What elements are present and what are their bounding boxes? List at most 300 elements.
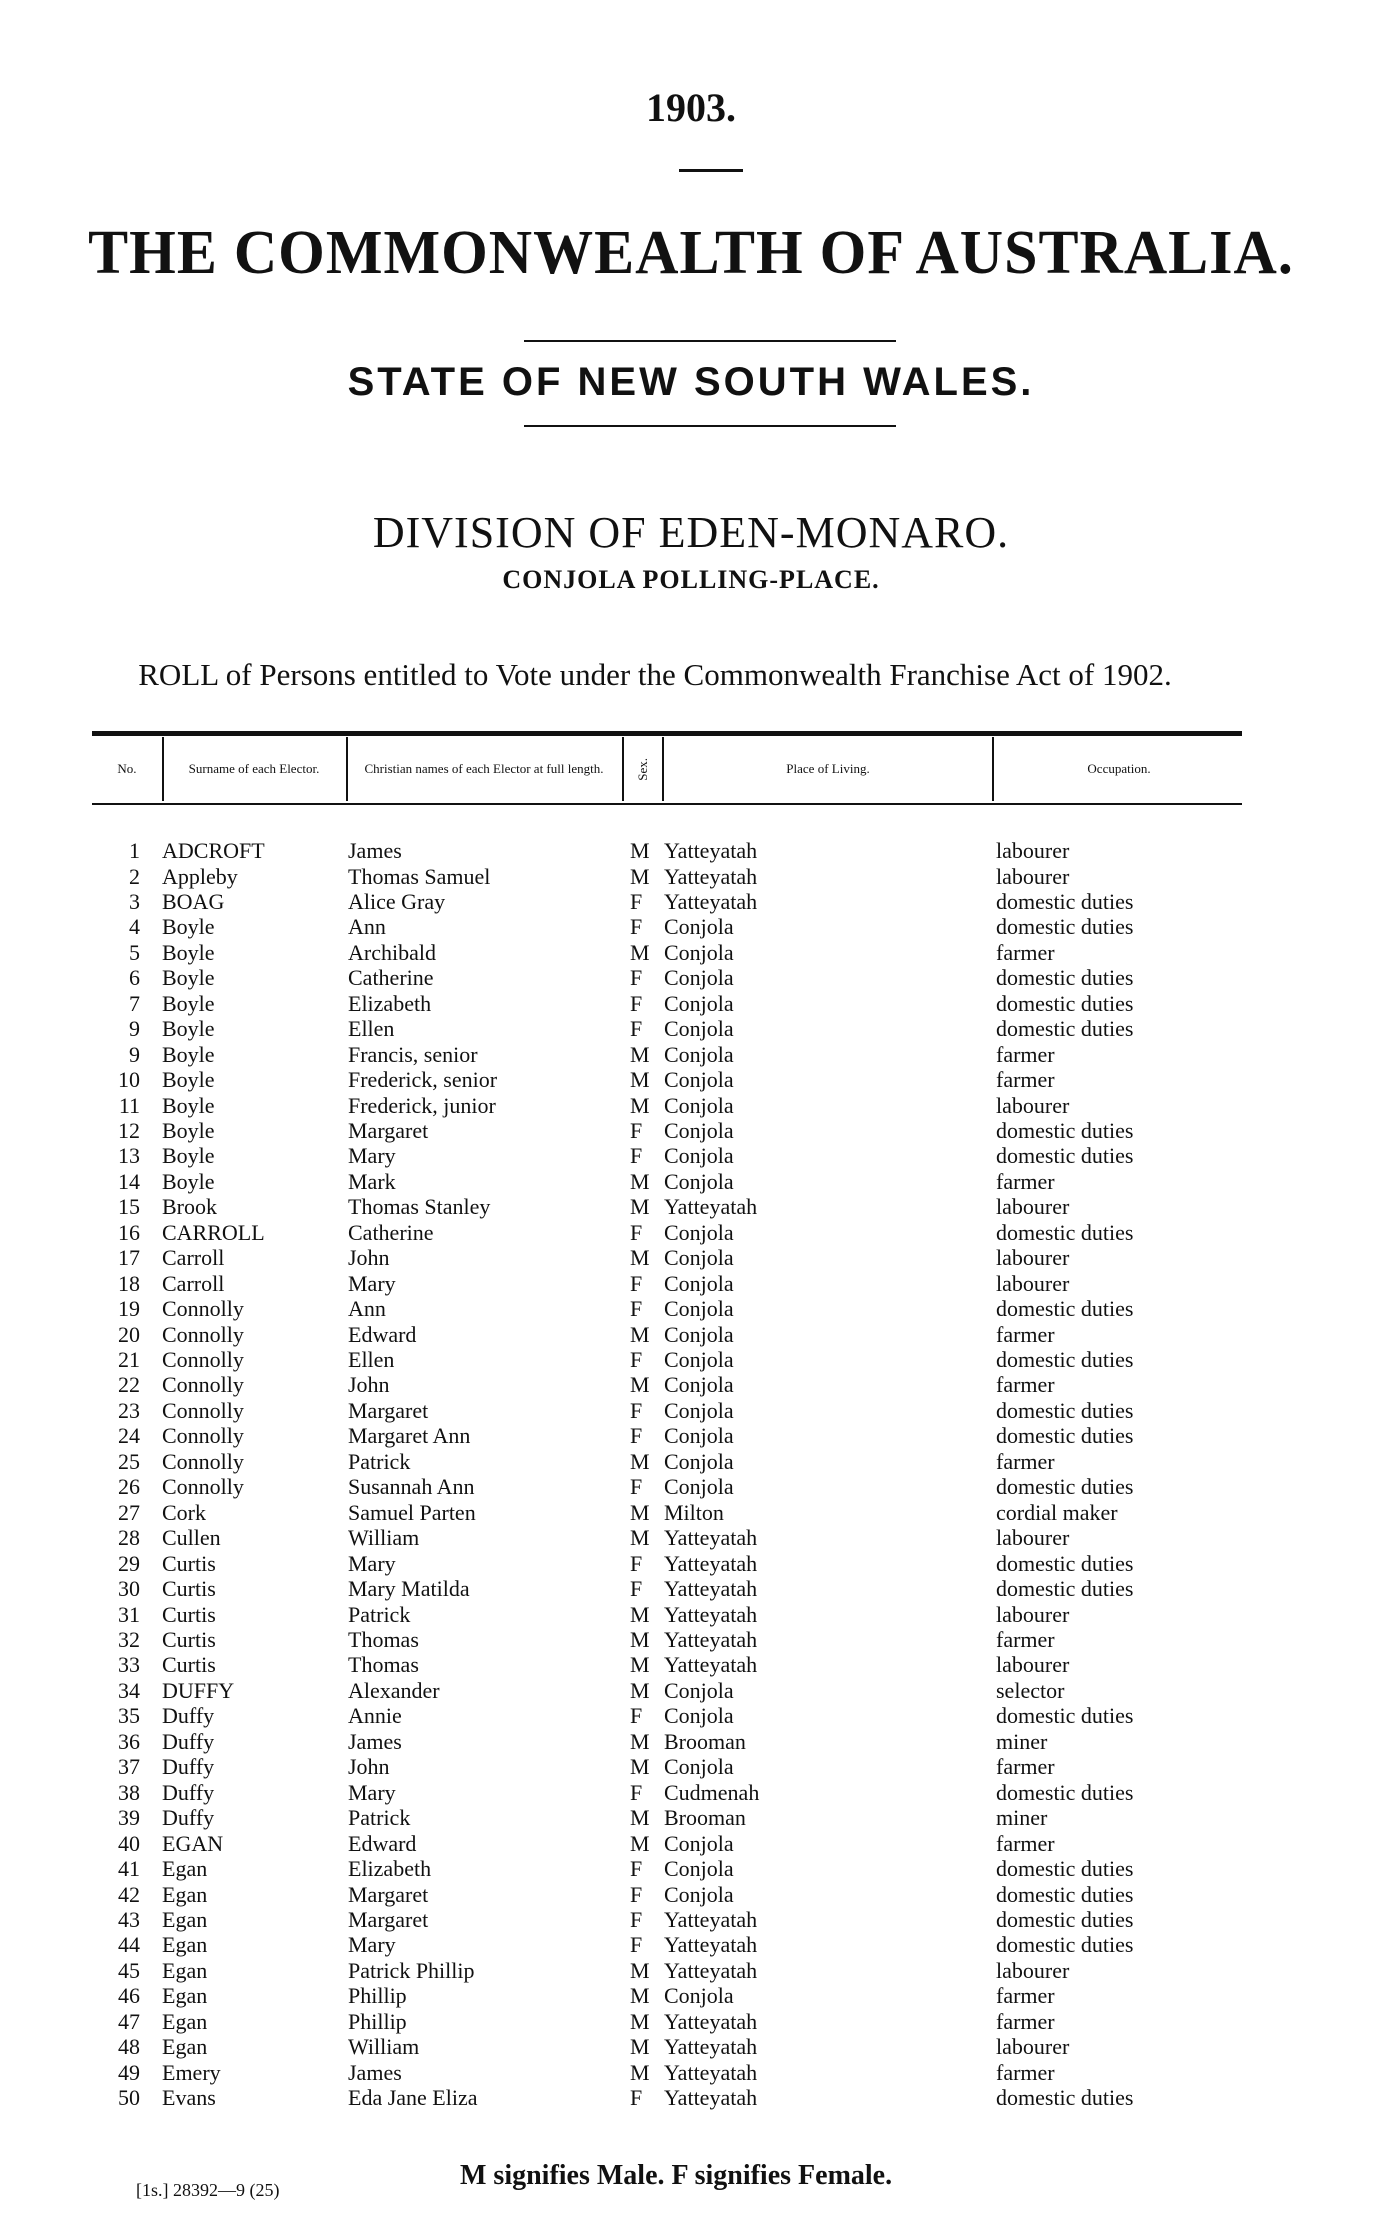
row-number: 40: [118, 1830, 140, 1856]
row-place-of-living: Conjola: [664, 990, 734, 1016]
row-surname: Connolly: [162, 1397, 244, 1423]
row-occupation: domestic duties: [996, 1016, 1134, 1042]
row-occupation: domestic duties: [996, 1703, 1134, 1729]
divider: [679, 169, 743, 172]
row-number: 11: [118, 1092, 140, 1118]
row-surname: Boyle: [162, 1016, 215, 1042]
row-christian-names: Ellen: [348, 1016, 395, 1042]
row-place-of-living: Cudmenah: [664, 1779, 760, 1805]
row-number: 39: [118, 1805, 140, 1831]
table-row: [0, 1500, 1382, 1525]
row-christian-names: William: [348, 1525, 420, 1551]
row-number: 7: [129, 990, 140, 1016]
row-sex: F: [630, 1016, 643, 1042]
row-place-of-living: Conjola: [664, 1474, 734, 1500]
row-number: 34: [118, 1677, 140, 1703]
table-row: [0, 1347, 1382, 1372]
row-surname: Brook: [162, 1194, 217, 1220]
row-occupation: domestic duties: [996, 1143, 1134, 1169]
polling-place-heading: CONJOLA POLLING-PLACE.: [502, 565, 880, 594]
row-place-of-living: Yatteyatah: [664, 863, 758, 889]
row-christian-names: James: [348, 838, 402, 863]
row-sex: M: [630, 1321, 650, 1347]
row-number: 9: [129, 1016, 140, 1042]
row-christian-names: Phillip: [348, 2008, 407, 2034]
row-place-of-living: Yatteyatah: [664, 1957, 758, 1983]
row-surname: Egan: [162, 2008, 208, 2034]
row-place-of-living: Conjola: [664, 1983, 734, 2009]
row-number: 47: [118, 2008, 140, 2034]
row-surname: CARROLL: [162, 1219, 265, 1245]
row-sex: F: [630, 1219, 643, 1245]
row-number: 17: [118, 1245, 140, 1271]
row-sex: F: [630, 1881, 643, 1907]
row-sex: M: [630, 1830, 650, 1856]
row-place-of-living: Conjola: [664, 1219, 734, 1245]
row-surname: Egan: [162, 1881, 208, 1907]
column-header-sex: Sex.: [635, 757, 650, 781]
row-surname: Connolly: [162, 1423, 244, 1449]
row-occupation: labourer: [996, 1245, 1070, 1271]
row-place-of-living: Milton: [664, 1499, 724, 1525]
column-divider: [346, 737, 348, 801]
row-christian-names: Edward: [348, 1321, 417, 1347]
row-occupation: domestic duties: [996, 1576, 1134, 1601]
row-number: 33: [118, 1652, 140, 1678]
row-place-of-living: Conjola: [664, 1118, 734, 1143]
row-number: 50: [118, 2085, 140, 2111]
row-occupation: domestic duties: [996, 1347, 1134, 1372]
row-place-of-living: Yatteyatah: [664, 2085, 758, 2111]
row-place-of-living: Yatteyatah: [664, 1906, 758, 1932]
row-christian-names: Eda Jane Eliza: [348, 2085, 478, 2111]
row-place-of-living: Conjola: [664, 1321, 734, 1347]
row-place-of-living: Conjola: [664, 1830, 734, 1856]
column-header-occupation: Occupation.: [1087, 761, 1151, 776]
row-christian-names: Frederick, senior: [348, 1067, 498, 1092]
row-sex: F: [630, 1779, 643, 1805]
row-surname: Egan: [162, 1856, 208, 1881]
print-code: [1s.] 28392—9 (25): [136, 2180, 280, 2200]
table-row: [0, 1576, 1382, 1601]
row-number: 20: [118, 1321, 140, 1347]
row-christian-names: William: [348, 2034, 420, 2060]
row-christian-names: Ann: [348, 1296, 386, 1322]
row-sex: M: [630, 1525, 650, 1551]
row-occupation: farmer: [996, 1067, 1055, 1092]
row-surname: Boyle: [162, 990, 215, 1016]
row-occupation: labourer: [996, 838, 1070, 863]
row-christian-names: Mary: [348, 1932, 396, 1958]
row-surname: Evans: [162, 2085, 216, 2111]
row-occupation: domestic duties: [996, 1296, 1134, 1322]
table-row: [0, 1754, 1382, 1779]
row-occupation: miner: [996, 1805, 1048, 1831]
row-place-of-living: Conjola: [664, 1448, 734, 1474]
row-surname: Duffy: [162, 1703, 215, 1729]
row-number: 23: [118, 1397, 140, 1423]
row-occupation: farmer: [996, 2008, 1055, 2034]
column-header-sex-cell: [624, 735, 662, 803]
table-row: [0, 1449, 1382, 1474]
row-occupation: farmer: [996, 1372, 1055, 1398]
row-christian-names: Patrick: [348, 1601, 411, 1627]
row-occupation: domestic duties: [996, 1423, 1134, 1449]
row-christian-names: Margaret: [348, 1397, 429, 1423]
row-sex: F: [630, 1296, 643, 1322]
row-number: 24: [118, 1423, 140, 1449]
row-occupation: labourer: [996, 1525, 1070, 1551]
row-number: 45: [118, 1957, 140, 1983]
table-row: [0, 965, 1382, 990]
row-sex: F: [630, 1118, 643, 1143]
row-surname: Egan: [162, 1932, 208, 1958]
row-number: 10: [118, 1067, 140, 1092]
row-sex: M: [630, 2034, 650, 2060]
row-surname: Cork: [162, 1499, 206, 1525]
row-sex: F: [630, 1550, 643, 1576]
row-number: 16: [118, 1219, 140, 1245]
row-sex: M: [630, 1448, 650, 1474]
row-place-of-living: Conjola: [664, 1143, 734, 1169]
table-row: [0, 1322, 1382, 1347]
table-row: [0, 1551, 1382, 1576]
row-christian-names: James: [348, 1728, 402, 1754]
year-heading: 1903.: [646, 85, 736, 130]
row-number: 48: [118, 2034, 140, 2060]
row-number: 35: [118, 1703, 140, 1729]
row-number: 46: [118, 1983, 140, 2009]
row-sex: F: [630, 1423, 643, 1449]
table-row: [0, 2009, 1382, 2034]
table-row: [0, 2034, 1382, 2059]
row-sex: M: [630, 1372, 650, 1398]
table-header: [92, 735, 1242, 803]
row-occupation: labourer: [996, 1652, 1070, 1678]
row-christian-names: Ann: [348, 914, 386, 940]
row-surname: Curtis: [162, 1626, 216, 1652]
row-sex: M: [630, 1499, 650, 1525]
table-row: [0, 1882, 1382, 1907]
row-place-of-living: Yatteyatah: [664, 2059, 758, 2085]
row-occupation: domestic duties: [996, 1550, 1134, 1576]
row-occupation: farmer: [996, 1448, 1055, 1474]
row-surname: Boyle: [162, 1118, 215, 1143]
row-place-of-living: Yatteyatah: [664, 1194, 758, 1220]
row-christian-names: Patrick Phillip: [348, 1957, 475, 1983]
row-christian-names: Thomas Stanley: [348, 1194, 491, 1220]
row-place-of-living: Yatteyatah: [664, 1652, 758, 1678]
row-place-of-living: Conjola: [664, 1041, 734, 1067]
state-heading: STATE OF NEW SOUTH WALES.: [347, 360, 1035, 404]
row-place-of-living: Conjola: [664, 1397, 734, 1423]
row-place-of-living: Conjola: [664, 1296, 734, 1322]
row-place-of-living: Brooman: [664, 1728, 746, 1754]
divider: [524, 340, 896, 342]
table-row: [0, 1194, 1382, 1219]
row-sex: M: [630, 1983, 650, 2009]
row-number: 25: [118, 1448, 140, 1474]
row-surname: Curtis: [162, 1652, 216, 1678]
table-row: [0, 1627, 1382, 1652]
row-sex: M: [630, 1194, 650, 1220]
row-sex: F: [630, 1270, 643, 1296]
column-header-place: Place of Living.: [786, 761, 870, 776]
row-occupation: cordial maker: [996, 1499, 1118, 1525]
row-sex: M: [630, 1652, 650, 1678]
row-occupation: farmer: [996, 2059, 1055, 2085]
row-sex: M: [630, 1626, 650, 1652]
row-sex: M: [630, 863, 650, 889]
row-christian-names: Catherine: [348, 965, 434, 991]
row-surname: Boyle: [162, 1168, 215, 1194]
row-number: 41: [118, 1856, 140, 1881]
division-heading: DIVISION OF EDEN-MONARO.: [372, 508, 1010, 557]
table-row: [0, 1856, 1382, 1881]
row-christian-names: Catherine: [348, 1219, 434, 1245]
row-surname: Duffy: [162, 1728, 215, 1754]
row-place-of-living: Brooman: [664, 1805, 746, 1831]
table-row: [0, 991, 1382, 1016]
row-christian-names: Patrick: [348, 1448, 411, 1474]
row-sex: M: [630, 1957, 650, 1983]
row-occupation: domestic duties: [996, 888, 1134, 914]
row-christian-names: Thomas: [348, 1626, 419, 1652]
row-christian-names: Phillip: [348, 1983, 407, 2009]
roll-heading: ROLL of Persons entitled to Vote under the Commonwealth Franchise Act of 1902.: [138, 657, 1172, 692]
row-sex: F: [630, 888, 643, 914]
row-place-of-living: Yatteyatah: [664, 2008, 758, 2034]
table-row: [0, 2085, 1382, 2110]
row-sex: F: [630, 1932, 643, 1958]
row-sex: F: [630, 965, 643, 991]
row-surname: Boyle: [162, 1092, 215, 1118]
row-occupation: domestic duties: [996, 1856, 1134, 1881]
table-row: [0, 1067, 1382, 1092]
row-christian-names: Frederick, junior: [348, 1092, 496, 1118]
table-row: [0, 1042, 1382, 1067]
row-place-of-living: Conjola: [664, 1347, 734, 1372]
row-sex: M: [630, 1168, 650, 1194]
row-surname: Boyle: [162, 965, 215, 991]
row-occupation: farmer: [996, 1321, 1055, 1347]
row-place-of-living: Yatteyatah: [664, 1550, 758, 1576]
row-place-of-living: Conjola: [664, 965, 734, 991]
row-sex: F: [630, 1576, 643, 1601]
row-surname: Connolly: [162, 1296, 244, 1322]
row-sex: F: [630, 1474, 643, 1500]
row-number: 13: [118, 1143, 140, 1169]
table-row: [0, 1932, 1382, 1957]
row-place-of-living: Conjola: [664, 1092, 734, 1118]
row-surname: ADCROFT: [162, 838, 265, 863]
row-place-of-living: Yatteyatah: [664, 1576, 758, 1601]
row-christian-names: Alice Gray: [348, 888, 446, 914]
table-row: [0, 1220, 1382, 1245]
table-row: [0, 1652, 1382, 1677]
row-number: 3: [129, 888, 140, 914]
column-divider: [992, 737, 994, 801]
row-sex: M: [630, 1245, 650, 1271]
row-occupation: domestic duties: [996, 1474, 1134, 1500]
sex-legend: M signifies Male. F signifies Female.: [460, 2160, 893, 2191]
table-row: [0, 1016, 1382, 1041]
row-number: 9: [129, 1041, 140, 1067]
row-christian-names: Mary: [348, 1550, 396, 1576]
row-christian-names: Mary: [348, 1270, 396, 1296]
row-surname: Duffy: [162, 1754, 215, 1780]
row-occupation: domestic duties: [996, 1397, 1134, 1423]
table-row: [0, 914, 1382, 939]
row-surname: Connolly: [162, 1321, 244, 1347]
row-surname: Cullen: [162, 1525, 221, 1551]
row-sex: F: [630, 914, 643, 940]
row-occupation: domestic duties: [996, 1932, 1134, 1958]
table-row: [0, 1296, 1382, 1321]
table-row: [0, 1805, 1382, 1830]
row-occupation: domestic duties: [996, 965, 1134, 991]
column-header-no: No.: [117, 761, 137, 776]
row-number: 22: [118, 1372, 140, 1398]
row-sex: M: [630, 1728, 650, 1754]
row-sex: M: [630, 939, 650, 965]
row-place-of-living: Yatteyatah: [664, 2034, 758, 2060]
row-occupation: farmer: [996, 1983, 1055, 2009]
row-sex: M: [630, 2059, 650, 2085]
table-row: [0, 1831, 1382, 1856]
row-sex: M: [630, 1041, 650, 1067]
row-place-of-living: Yatteyatah: [664, 1626, 758, 1652]
row-occupation: domestic duties: [996, 1219, 1134, 1245]
row-sex: M: [630, 1754, 650, 1780]
row-surname: Curtis: [162, 1601, 216, 1627]
row-place-of-living: Yatteyatah: [664, 1525, 758, 1551]
row-number: 6: [129, 965, 140, 991]
row-christian-names: Annie: [348, 1703, 402, 1729]
row-surname: Egan: [162, 1957, 208, 1983]
row-number: 42: [118, 1881, 140, 1907]
row-place-of-living: Yatteyatah: [664, 838, 758, 863]
row-christian-names: Samuel Parten: [348, 1499, 476, 1525]
row-place-of-living: Conjola: [664, 1703, 734, 1729]
row-occupation: domestic duties: [996, 2085, 1134, 2111]
column-header-surname: Surname of each Elector.: [188, 761, 320, 776]
row-christian-names: Francis, senior: [348, 1041, 478, 1067]
row-surname: Boyle: [162, 914, 215, 940]
row-place-of-living: Conjola: [664, 1067, 734, 1092]
row-christian-names: John: [348, 1372, 390, 1398]
table-row: [0, 1678, 1382, 1703]
row-sex: F: [630, 1856, 643, 1881]
row-occupation: domestic duties: [996, 1906, 1134, 1932]
table-row: [0, 1118, 1382, 1143]
table-row: [0, 2060, 1382, 2085]
row-occupation: labourer: [996, 2034, 1070, 2060]
row-occupation: labourer: [996, 1601, 1070, 1627]
row-number: 26: [118, 1474, 140, 1500]
row-number: 49: [118, 2059, 140, 2085]
row-occupation: labourer: [996, 1270, 1070, 1296]
row-number: 4: [129, 914, 140, 940]
row-christian-names: James: [348, 2059, 402, 2085]
row-number: 18: [118, 1270, 140, 1296]
row-surname: Appleby: [162, 863, 238, 889]
row-surname: Egan: [162, 1983, 208, 2009]
row-christian-names: Ellen: [348, 1347, 395, 1372]
row-christian-names: John: [348, 1754, 390, 1780]
row-occupation: farmer: [996, 1626, 1055, 1652]
row-number: 15: [118, 1194, 140, 1220]
row-sex: F: [630, 2085, 643, 2111]
row-place-of-living: Yatteyatah: [664, 888, 758, 914]
row-occupation: labourer: [996, 1194, 1070, 1220]
row-sex: M: [630, 1677, 650, 1703]
table-row: [0, 1983, 1382, 2008]
table-row: [0, 1169, 1382, 1194]
row-number: 36: [118, 1728, 140, 1754]
row-christian-names: Mary: [348, 1779, 396, 1805]
row-surname: Boyle: [162, 1041, 215, 1067]
row-place-of-living: Conjola: [664, 1881, 734, 1907]
row-sex: F: [630, 1143, 643, 1169]
row-place-of-living: Yatteyatah: [664, 1601, 758, 1627]
table-row: [0, 940, 1382, 965]
row-surname: Boyle: [162, 939, 215, 965]
row-surname: Curtis: [162, 1550, 216, 1576]
row-surname: Egan: [162, 1906, 208, 1932]
table-row: [0, 1245, 1382, 1270]
table-row: [0, 1093, 1382, 1118]
row-number: 28: [118, 1525, 140, 1551]
row-surname: Connolly: [162, 1372, 244, 1398]
row-number: 37: [118, 1754, 140, 1780]
row-surname: Carroll: [162, 1270, 225, 1296]
row-occupation: domestic duties: [996, 990, 1134, 1016]
row-occupation: labourer: [996, 863, 1070, 889]
row-place-of-living: Conjola: [664, 1016, 734, 1042]
row-place-of-living: Conjola: [664, 914, 734, 940]
row-number: 12: [118, 1118, 140, 1143]
row-surname: BOAG: [162, 888, 225, 914]
row-occupation: selector: [996, 1677, 1065, 1703]
row-christian-names: Susannah Ann: [348, 1474, 475, 1500]
row-number: 43: [118, 1906, 140, 1932]
row-surname: Carroll: [162, 1245, 225, 1271]
row-christian-names: Thomas: [348, 1652, 419, 1678]
row-place-of-living: Conjola: [664, 1245, 734, 1271]
row-number: 2: [129, 863, 140, 889]
row-place-of-living: Yatteyatah: [664, 1932, 758, 1958]
table-row: [0, 1958, 1382, 1983]
row-occupation: farmer: [996, 1168, 1055, 1194]
row-occupation: farmer: [996, 1041, 1055, 1067]
row-number: 19: [118, 1296, 140, 1322]
row-surname: Egan: [162, 2034, 208, 2060]
row-occupation: farmer: [996, 939, 1055, 965]
table-row: [0, 1780, 1382, 1805]
row-number: 44: [118, 1932, 140, 1958]
row-christian-names: Margaret: [348, 1118, 429, 1143]
row-surname: Boyle: [162, 1143, 215, 1169]
row-occupation: miner: [996, 1728, 1048, 1754]
row-number: 31: [118, 1601, 140, 1627]
table-row: [0, 1907, 1382, 1932]
table-row: [0, 1602, 1382, 1627]
row-christian-names: Patrick: [348, 1805, 411, 1831]
row-place-of-living: Conjola: [664, 1677, 734, 1703]
row-place-of-living: Conjola: [664, 1270, 734, 1296]
row-number: 1: [129, 838, 140, 863]
